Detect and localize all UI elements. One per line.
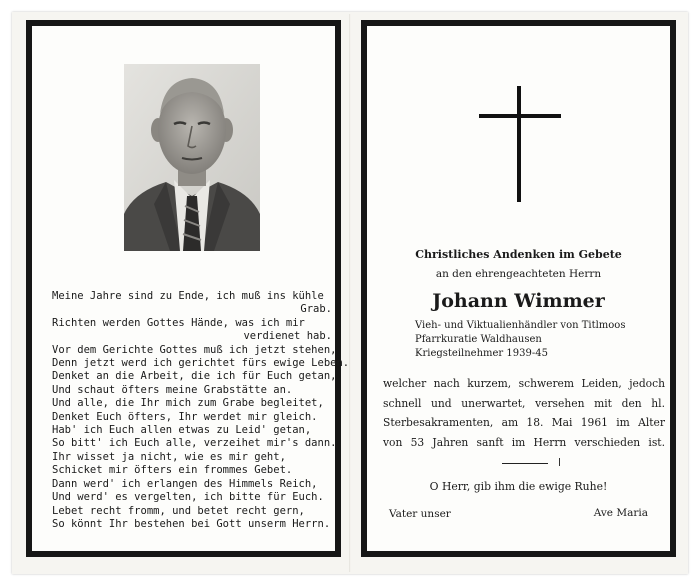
veteran-note: Kriegsteilnehmer 1939-45 xyxy=(415,348,548,359)
ave-maria: Ave Maria xyxy=(593,507,648,519)
poem-line: Denket Euch öfters, Ihr werdet mir gleich. xyxy=(52,410,318,423)
poem-line: Ihr wisset ja nicht, wie es mir geht, xyxy=(52,450,286,463)
right-panel xyxy=(361,20,676,557)
portrait-photo xyxy=(124,64,260,251)
card-fold xyxy=(349,14,351,572)
poem-line: Meine Jahre sind zu Ende, ich muß ins kühle xyxy=(52,290,324,302)
poem-line: Hab' ich Euch allen etwas zu Leid' getan, xyxy=(52,424,312,437)
poem-line: Grab. xyxy=(300,303,332,316)
deceased-info xyxy=(415,319,625,361)
memorial-subheading: an den ehrengeachteten Herrn xyxy=(435,268,602,280)
poem-line: So könnt Ihr bestehen bei Gott unserm Herrn. xyxy=(52,517,331,530)
poem-line: Richten werden Gottes Hände, was ich mir xyxy=(52,316,305,329)
poem-line: Dann werd' ich erlangen des Himmels Reich, xyxy=(52,477,318,490)
separator-mark xyxy=(559,458,560,466)
parish: Pfarrkuratie Waldhausen xyxy=(415,334,542,345)
death-line: schnell und unerwartet, versehen mit den hl. xyxy=(383,396,665,410)
poem-line: Denn jetzt werd ich gerichtet fürs ewige Leben. xyxy=(52,357,350,370)
poem xyxy=(52,290,350,531)
poem-line: Vor dem Gerichte Gottes muß ich jetzt stehen, xyxy=(52,343,337,356)
prayer-line: O Herr, gib ihm die ewige Ruhe! xyxy=(429,480,608,493)
left-panel xyxy=(26,20,350,557)
poem-line: Denket an die Arbeit, die ich für Euch getan, xyxy=(52,370,337,383)
occupation: Vieh- und Viktualienhändler von Titlmoos xyxy=(415,320,626,331)
poem-line: Lebet recht fromm, und betet recht gern, xyxy=(52,504,305,517)
memorial-heading: Christliches Andenken im Gebete xyxy=(415,248,622,261)
death-notice xyxy=(383,374,665,452)
vater-unser: Vater unser xyxy=(389,508,451,520)
poem-line: verdienet hab. xyxy=(243,330,332,343)
separator-line xyxy=(502,463,548,464)
poem-line: Und werd' es vergelten, ich bitte für Euch. xyxy=(52,491,324,504)
poem-line: Und alle, die Ihr mich zum Grabe begleitet, xyxy=(52,397,324,410)
cross-icon xyxy=(479,86,561,202)
death-line: Sterbesakramenten, am 18. Mai 1961 im Alter xyxy=(383,416,665,429)
death-line: von 53 Jahren sanft im Herrn verschieden ist. xyxy=(383,435,665,449)
deceased-name: Johann Wimmer xyxy=(432,290,605,312)
poem-line: Schicket mir öfters ein frommes Gebet. xyxy=(52,464,293,477)
death-line: welcher nach kurzem, schwerem Leiden, jedoch xyxy=(383,377,665,390)
poem-line: Und schaut öfters meine Grabstätte an. xyxy=(52,383,293,396)
poem-line: So bitt' ich Euch alle, verzeihet mir's dann. xyxy=(52,437,337,450)
